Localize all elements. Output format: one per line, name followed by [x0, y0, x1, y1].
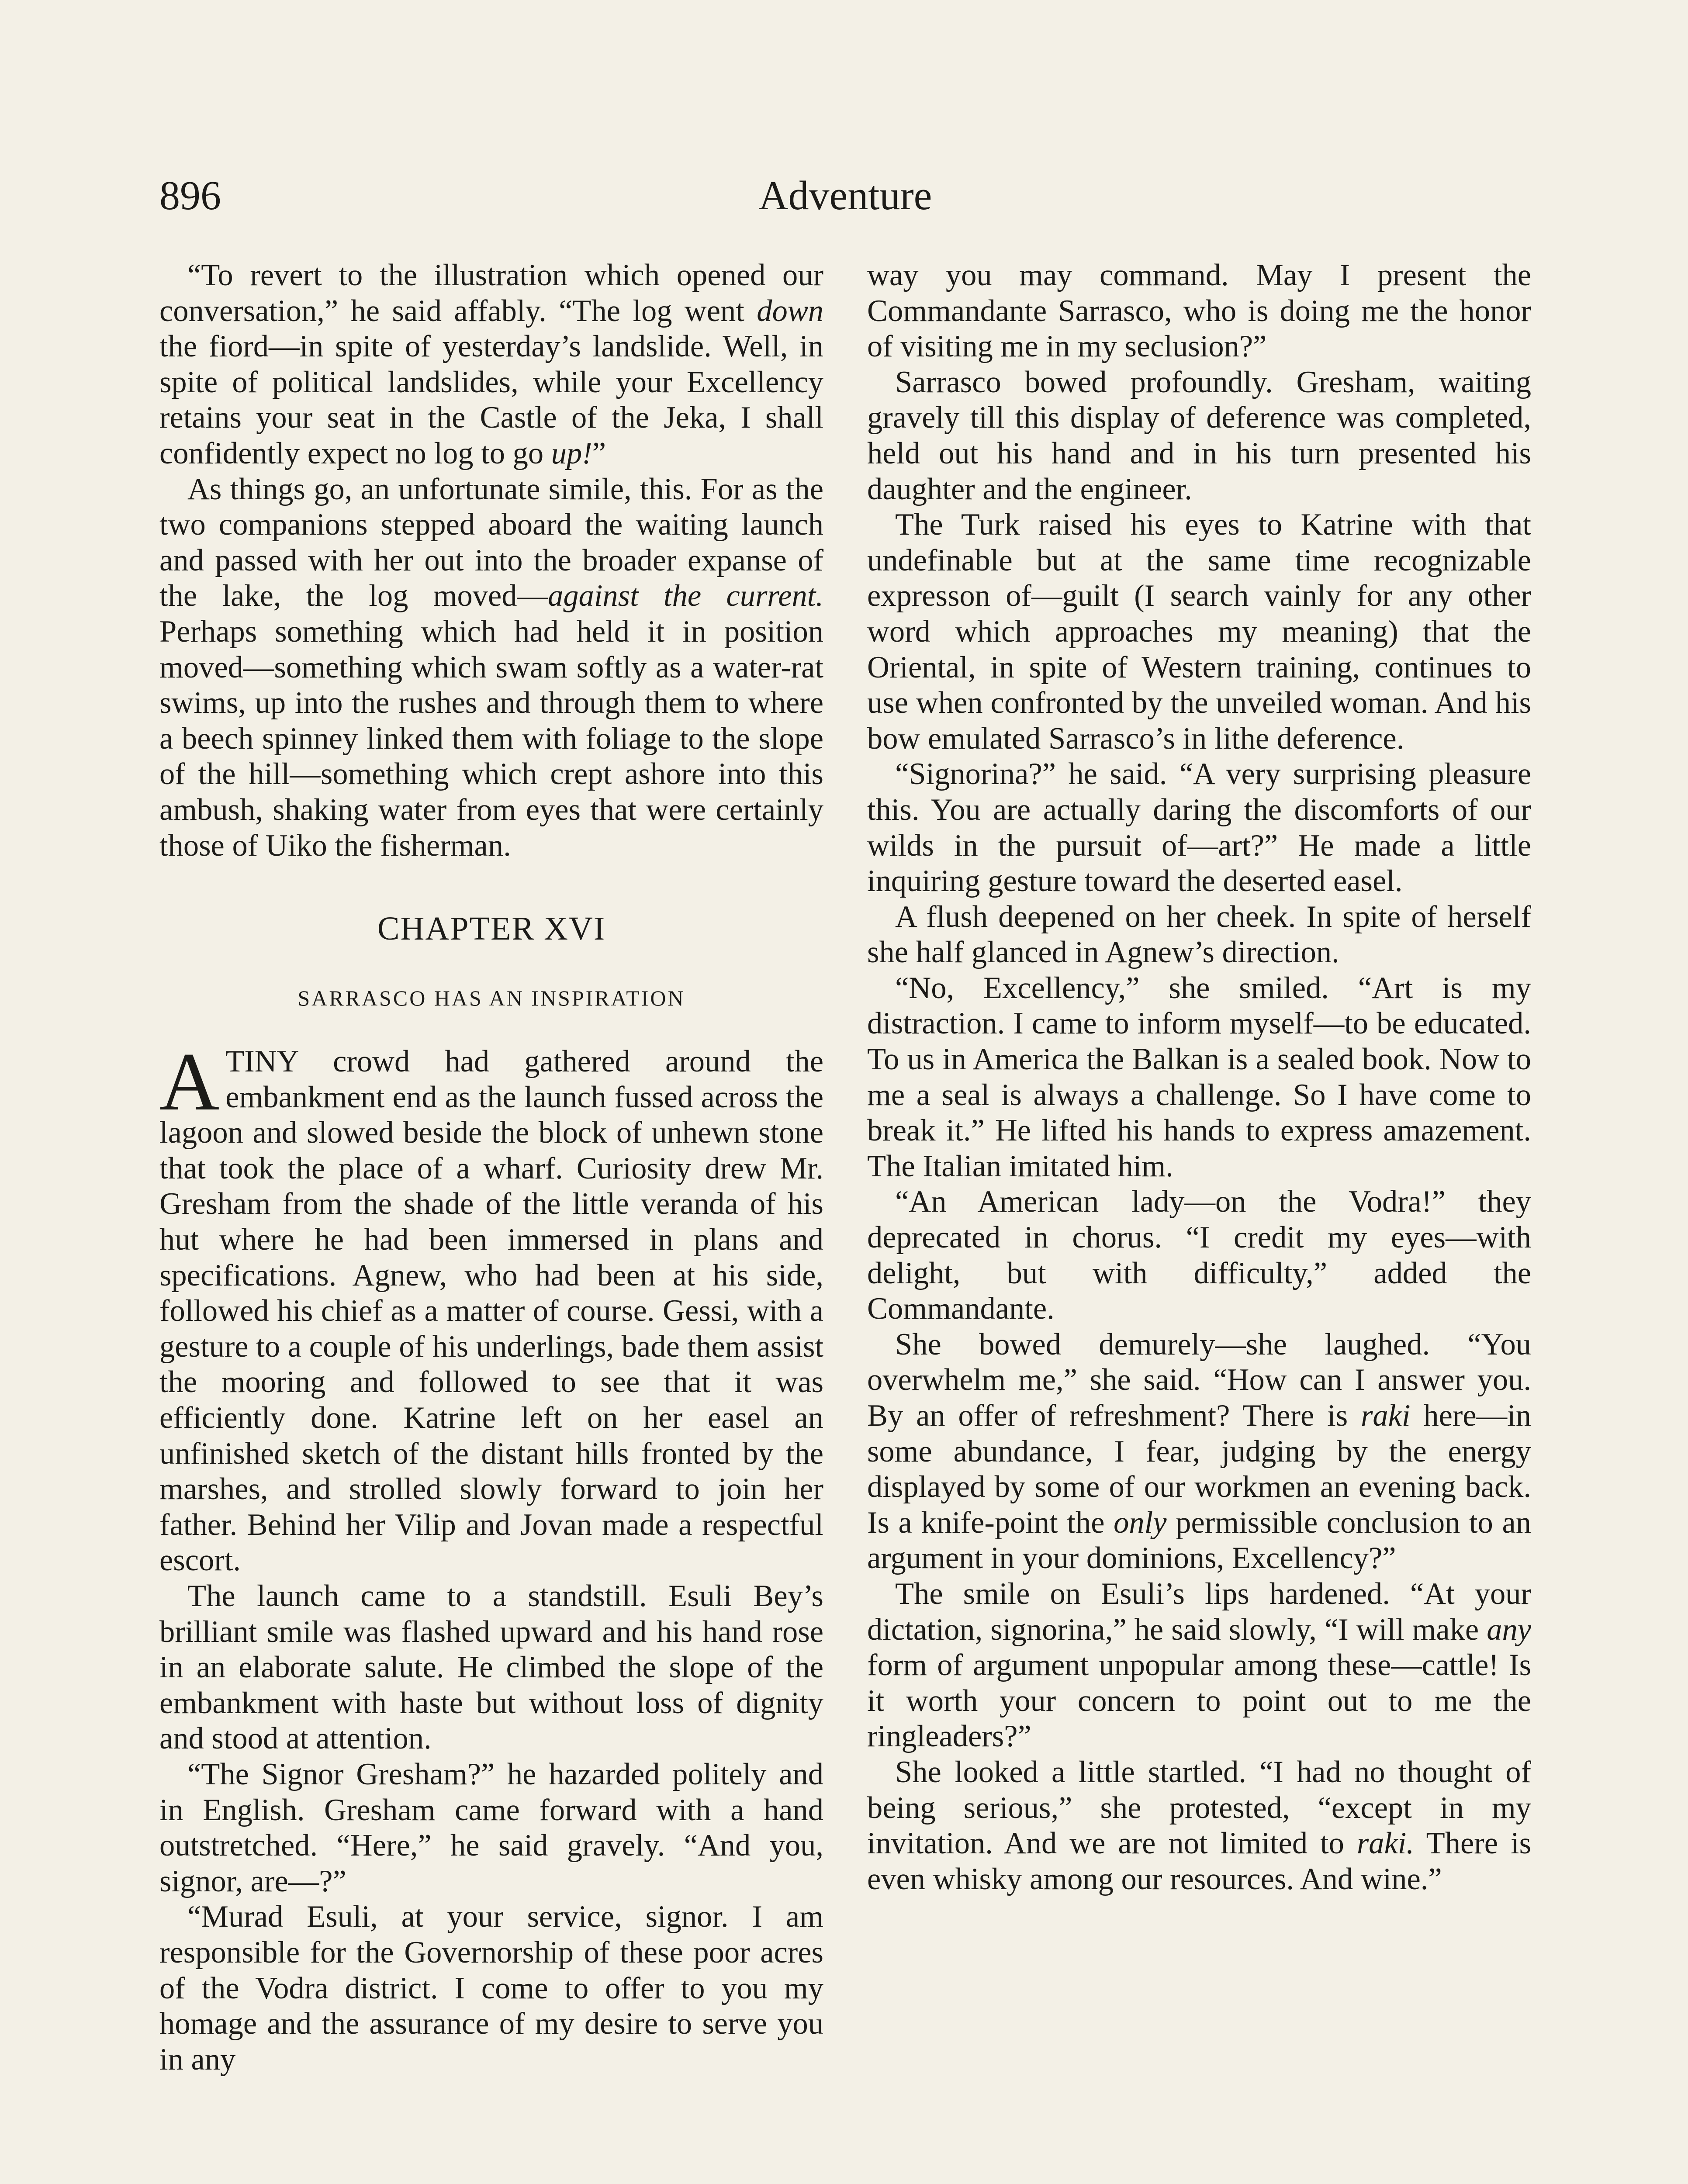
paragraph: A flush deepened on her cheek. In spite of herself she half glanced in Agnew’s direction. — [867, 899, 1531, 970]
running-head — [159, 169, 1531, 226]
drop-cap: A — [159, 1036, 220, 1128]
paragraph: The smile on Esuli’s lips hardened. “At your dictation, signorina,” he said slowly, “I will make any form of argument unpopular among these—cattle! Is it worth your concern to point out to me the ringleaders?” — [867, 1576, 1531, 1754]
magazine-title: Adventure — [758, 173, 932, 218]
paragraph: way you may command. May I present the Commandante Sarrasco, who is doing me the honor of visiting me in my seclusion?” — [867, 258, 1531, 364]
chapter-heading: CHAPTER XVI — [377, 910, 606, 947]
paragraph: As things go, an unfortunate simile, this. For as the two companions stepped aboard the waiting launch and passed with her out into the broader expanse of the lake, the log moved—against the current. Perhaps something which had held it in position moved—something which swam softly as a water-rat swims, up into the rushes and through them to where a beech spinney linked them with foliage to the slope of the hill—something which crept ashore into this ambush, shaking water from eyes that were certainly those of Uiko the fisherman. — [159, 472, 823, 863]
opening-paragraph: ATINY crowd had gathered around the embankment end as the launch fussed across the lagoon and slowed beside the block of unhewn stone that took the place of a wharf. Curiosity drew Mr. Gresham from the shade of the little veranda of his hut where he had been immersed in plans and specifications. Agnew, who had been at his side, followed his chief as a matter of course. Gessi, with a gesture to a couple of his underlings, bade them assist the mooring and followed to see that it was efficiently done. Katrine left on her easel an unfinished sketch of the distant hills fronted by the marshes, and strolled slowly forward to join her father. Behind her Vilip and Jovan made a respectful escort. — [159, 1036, 823, 1578]
paragraph: “Murad Esuli, at your service, signor. I am responsible for the Governorship of these poor acres of the Vodra district. I come to offer to you my homage and the assurance of my desire to serve you in any — [159, 1900, 823, 2077]
paragraph: She looked a little startled. “I had no thought of being serious,” she protested, “except in my invitation. And we are not limited to raki. There is even whisky among our resources. And wine.” — [867, 1755, 1531, 1896]
paragraph: The Turk raised his eyes to Katrine with that undefinable but at the same time recognizable expresson of—guilt (I search vainly for any other word which approaches my meaning) that the Oriental, in spite of Western training, continues to use when confronted by the unveiled woman. And his bow emulated Sarrasco’s in lithe deference. — [867, 508, 1531, 756]
page-number: 896 — [159, 173, 221, 218]
chapter-subtitle: SARRASCO HAS AN INSPIRATION — [297, 986, 685, 1011]
paragraph: “The Signor Gresham?” he hazarded politely and in English. Gresham came forward with a hand outstretched. “Here,” he said gravely. “And you, signor, are—?” — [159, 1757, 823, 1898]
left-column — [159, 258, 823, 2077]
paragraph: “No, Excellency,” she smiled. “Art is my distraction. I came to inform myself—to be educated. To us in America the Balkan is a sealed book. Now to me a seal is always a challenge. So I have come to break it.” He lifted his hands to express amazement. The Italian imitated him. — [867, 971, 1531, 1183]
paragraph: Sarrasco bowed profoundly. Gresham, waiting gravely till this display of deference was completed, held out his hand and in his turn presented his daughter and the engineer. — [867, 365, 1531, 506]
right-column — [867, 258, 1531, 1897]
paragraph: “Signorina?” he said. “A very surprising pleasure this. You are actually daring the discomforts of our wilds in the pursuit of—art?” He made a little inquiring gesture toward the deserted easel. — [867, 757, 1531, 898]
paragraph: The launch came to a standstill. Esuli Bey’s brilliant smile was flashed upward and his hand rose in an elaborate salute. He climbed the slope of the embankment with haste but without loss of dignity and stood at attention. — [159, 1579, 823, 1756]
paragraph: “To revert to the illustration which opened our conversation,” he said affably. “The log went down the fiord—in spite of yesterday’s landslide. Well, in spite of political landslides, while your Excellency retains your seat in the Castle of the Jeka, I shall confidently expect no log to go up!” — [159, 258, 823, 470]
paragraph: “An American lady—on the Vodra!” they deprecated in chorus. “I credit my eyes—with delight, but with difficulty,” added the Commandante. — [867, 1185, 1531, 1326]
paragraph: She bowed demurely—she laughed. “You overwhelm me,” she said. “How can I answer you. By an offer of refreshment? There is raki here—in some abundance, I fear, judging by the energy displayed by some of our workmen an evening back. Is a knife-point the only permissible conclusion to an argument in your dominions, Excellency?” — [867, 1327, 1531, 1576]
